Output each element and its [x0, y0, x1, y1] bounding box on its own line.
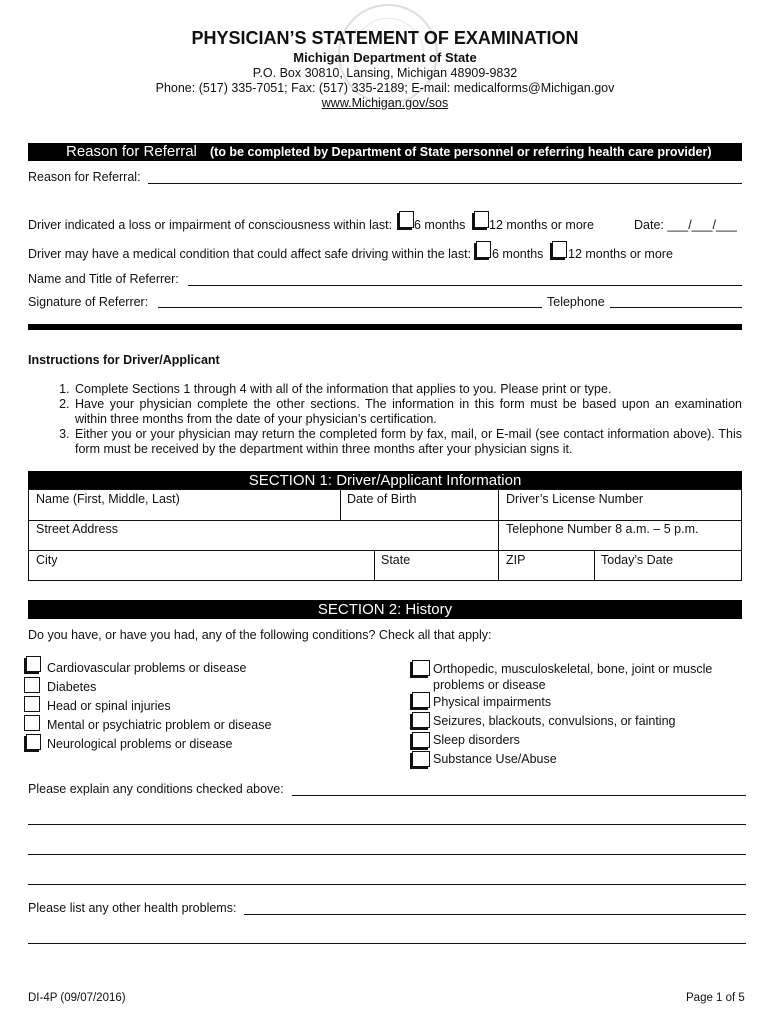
section2-bar: [28, 600, 742, 619]
physical-impairments-checkbox[interactable]: [412, 692, 430, 708]
street-field[interactable]: Street Address: [36, 522, 118, 536]
instruction-item: 1. Complete Sections 1 through 4 with all of the information that applies to you. Please print or type.: [73, 382, 742, 397]
instructions-heading: Instructions for Driver/Applicant: [28, 353, 220, 367]
medical-condition-label: Driver may have a medical condition that could affect safe driving within the last:: [28, 247, 472, 261]
other-problems-line[interactable]: [244, 914, 746, 915]
section1-bar: [28, 471, 742, 490]
section2-title: SECTION 2: History: [317, 601, 453, 618]
website-link[interactable]: www.Michigan.gov/sos: [321, 96, 449, 110]
condition-label: Sleep disorders: [433, 733, 520, 747]
history-question: Do you have, or have you had, any of the following conditions? Check all that apply:: [28, 628, 492, 642]
department-name: Michigan Department of State: [293, 50, 477, 65]
cardiovascular-checkbox[interactable]: [26, 656, 41, 672]
contact-info: Phone: (517) 335-7051; Fax: (517) 335-2189; E-mail: medicalforms@Michigan.gov: [155, 81, 615, 95]
condition-label: Substance Use/Abuse: [433, 752, 557, 766]
city-field[interactable]: City: [36, 553, 58, 567]
loss-date-field[interactable]: Date: ___/___/___: [634, 218, 737, 232]
condition-label: Head or spinal injuries: [47, 699, 171, 713]
loss-6-months-checkbox[interactable]: [399, 211, 414, 228]
condition-label: Neurological problems or disease: [47, 737, 233, 751]
table-row-divider: [28, 520, 742, 521]
referrer-telephone-line[interactable]: [610, 307, 742, 308]
instruction-item: 2. Have your physician complete the other sections. The information in this form must be based upon an examination within three months from the date of your physician’s certification.: [73, 397, 742, 427]
neurological-checkbox[interactable]: [26, 734, 41, 750]
head-spinal-checkbox[interactable]: [24, 696, 40, 712]
table-col-divider: [340, 489, 341, 520]
other-problems-line[interactable]: [28, 943, 746, 944]
form-title: PHYSICIAN’S STATEMENT OF EXAMINATION: [191, 28, 579, 48]
loss-6-months-label: 6 months: [414, 218, 466, 232]
reason-label: Reason for Referral:: [28, 170, 141, 184]
table-col-divider: [594, 550, 595, 581]
explain-line[interactable]: [292, 795, 746, 796]
phone-field[interactable]: Telephone Number 8 a.m. – 5 p.m.: [506, 522, 699, 536]
section1-title: SECTION 1: Driver/Applicant Information: [248, 472, 522, 489]
explain-conditions-label: Please explain any conditions checked above:: [28, 782, 284, 796]
sleep-disorders-checkbox[interactable]: [412, 732, 430, 748]
instruction-item: 3. Either you or your physician may return the completed form by fax, mail, or E-mail (see contact information above). This form must be received by the department within three months after your physician signs it.: [73, 427, 742, 457]
condition-6-months-label: 6 months: [492, 247, 544, 261]
other-problems-label: Please list any other health problems:: [28, 901, 237, 915]
section-divider: [28, 324, 742, 330]
reason-input-line[interactable]: [148, 183, 742, 184]
loss-consciousness-label: Driver indicated a loss or impairment of consciousness within last:: [28, 218, 393, 232]
referrer-signature-line[interactable]: [158, 307, 542, 308]
referrer-signature-label: Signature of Referrer:: [28, 295, 149, 309]
instructions-list: [28, 382, 742, 457]
condition-12-months-label: 12 months or more: [568, 247, 673, 261]
license-field[interactable]: Driver’s License Number: [506, 492, 644, 506]
condition-label: Seizures, blackouts, convulsions, or fainting: [433, 714, 676, 728]
explain-line[interactable]: [28, 824, 746, 825]
table-col-divider: [498, 489, 499, 581]
table-col-divider: [374, 550, 375, 581]
diabetes-checkbox[interactable]: [24, 677, 40, 693]
seizures-checkbox[interactable]: [412, 712, 430, 728]
referral-bar-title: Reason for Referral: [66, 143, 197, 160]
name-field[interactable]: Name (First, Middle, Last): [36, 492, 180, 506]
table-row-divider: [28, 550, 742, 551]
condition-label: Diabetes: [47, 680, 97, 694]
page-number: Page 1 of 5: [686, 992, 745, 1004]
explain-line[interactable]: [28, 854, 746, 855]
referrer-name-title-label: Name and Title of Referrer:: [28, 272, 179, 286]
condition-label: Cardiovascular problems or disease: [47, 661, 247, 675]
referral-bar-subtitle: (to be completed by Department of State personnel or referring health care provider): [210, 145, 712, 159]
condition-12-months-checkbox[interactable]: [552, 241, 567, 258]
referral-section-bar: [28, 143, 742, 161]
loss-12-months-checkbox[interactable]: [474, 211, 489, 228]
today-date-field[interactable]: Today’s Date: [601, 553, 674, 567]
orthopedic-checkbox[interactable]: [412, 660, 430, 676]
form-id: DI-4P (09/07/2016): [28, 992, 126, 1004]
condition-label: Mental or psychiatric problem or disease: [47, 718, 272, 732]
condition-label: Orthopedic, musculoskeletal, bone, joint or muscle problems or disease: [433, 662, 713, 692]
explain-line[interactable]: [28, 884, 746, 885]
condition-label: Physical impairments: [433, 695, 552, 709]
loss-12-months-label: 12 months or more: [489, 218, 594, 232]
referrer-name-title-line[interactable]: [188, 285, 742, 286]
zip-field[interactable]: ZIP: [506, 553, 526, 567]
referrer-telephone-label: Telephone: [547, 295, 605, 309]
dob-field[interactable]: Date of Birth: [347, 492, 417, 506]
mental-checkbox[interactable]: [24, 715, 40, 731]
state-field[interactable]: State: [381, 553, 411, 567]
substance-use-checkbox[interactable]: [412, 751, 430, 767]
mailing-address: P.O. Box 30810, Lansing, Michigan 48909-9832: [252, 66, 518, 80]
condition-6-months-checkbox[interactable]: [476, 241, 491, 258]
